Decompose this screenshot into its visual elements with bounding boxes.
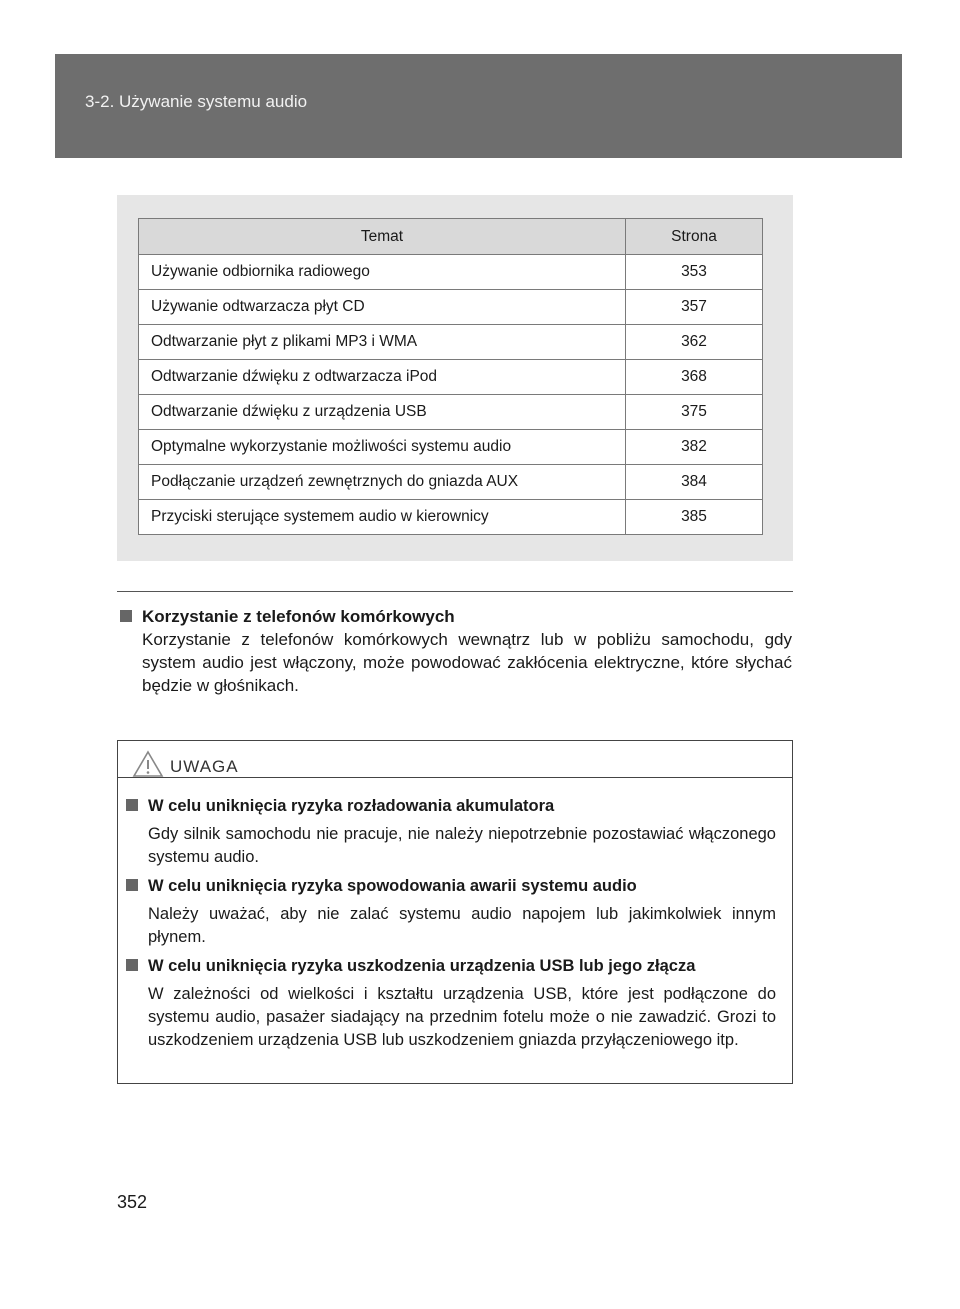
warning-content	[126, 795, 776, 1058]
warning-item-heading-text: W celu uniknięcia ryzyka spowodowania awarii systemu audio	[148, 877, 637, 895]
warning-item-body: Należy uważać, aby nie zalać systemu audio napojem lub jakimkolwiek innym płynem.	[148, 905, 776, 946]
topic-cell: Przyciski sterujące systemem audio w kierownicy	[139, 500, 626, 535]
square-bullet-icon	[126, 959, 138, 971]
table-row	[139, 500, 763, 535]
warning-item-heading	[126, 875, 776, 898]
page-cell: 357	[626, 290, 763, 325]
topics-panel	[117, 195, 793, 561]
page-cell: 384	[626, 465, 763, 500]
warning-item-heading	[126, 795, 776, 818]
page-cell: 368	[626, 360, 763, 395]
square-bullet-icon	[126, 799, 138, 811]
section-body: Korzystanie z telefonów komórkowych wewnątrz lub w pobliżu samochodu, gdy system audio jest włączony, może powodować zakłócenia elektryczne, które słychać będzie w głośnikach.	[142, 630, 792, 695]
warning-triangle-icon	[132, 749, 164, 779]
table-row	[139, 325, 763, 360]
topic-cell: Używanie odbiornika radiowego	[139, 255, 626, 290]
section-heading	[120, 605, 792, 628]
page-cell: 382	[626, 430, 763, 465]
topic-cell: Używanie odtwarzacza płyt CD	[139, 290, 626, 325]
warning-label: UWAGA	[170, 757, 239, 776]
warning-item	[126, 875, 776, 949]
column-header-page: Strona	[626, 219, 763, 255]
chapter-header	[55, 54, 902, 158]
warning-header	[132, 749, 332, 779]
warning-item-heading-text: W celu uniknięcia ryzyka uszkodzenia urządzenia USB lub jego złącza	[148, 957, 696, 975]
topic-cell: Podłączanie urządzeń zewnętrznych do gniazda AUX	[139, 465, 626, 500]
square-bullet-icon	[120, 610, 132, 622]
phone-section	[120, 605, 792, 697]
page-cell: 362	[626, 325, 763, 360]
topic-cell: Odtwarzanie dźwięku z urządzenia USB	[139, 395, 626, 430]
warning-item-heading-text: W celu uniknięcia ryzyka rozładowania akumulatora	[148, 797, 555, 815]
page-cell: 375	[626, 395, 763, 430]
topic-cell: Optymalne wykorzystanie możliwości systemu audio	[139, 430, 626, 465]
table-row	[139, 290, 763, 325]
section-heading-text: Korzystanie z telefonów komórkowych	[142, 607, 455, 626]
warning-box	[117, 740, 793, 1084]
column-header-topic: Temat	[139, 219, 626, 255]
page-cell: 353	[626, 255, 763, 290]
warning-item	[126, 955, 776, 1052]
warning-divider	[118, 777, 792, 778]
table-row	[139, 465, 763, 500]
chapter-title: 3-2. Używanie systemu audio	[85, 92, 308, 111]
topic-cell: Odtwarzanie płyt z plikami MP3 i WMA	[139, 325, 626, 360]
table-header-row	[139, 219, 763, 255]
topics-table	[138, 218, 763, 535]
table-row	[139, 255, 763, 290]
page-cell: 385	[626, 500, 763, 535]
table-row	[139, 395, 763, 430]
square-bullet-icon	[126, 879, 138, 891]
page-number: 352	[117, 1192, 148, 1212]
warning-item-body: Gdy silnik samochodu nie pracuje, nie należy niepotrzebnie pozostawiać włączonego systemu audio.	[148, 825, 776, 866]
warning-item-body: W zależności od wielkości i kształtu urządzenia USB, które jest podłączone do systemu audio, pasażer siadający na przednim fotelu może o nie zawadzić. Grozi to uszkodzeniem urządzenia USB lub uszkodzeniem gniazda przyłączeniowego itp.	[148, 985, 776, 1049]
table-row	[139, 430, 763, 465]
table-row	[139, 360, 763, 395]
warning-item	[126, 795, 776, 869]
section-divider	[117, 591, 793, 592]
warning-item-heading	[126, 955, 776, 978]
topic-cell: Odtwarzanie dźwięku z odtwarzacza iPod	[139, 360, 626, 395]
